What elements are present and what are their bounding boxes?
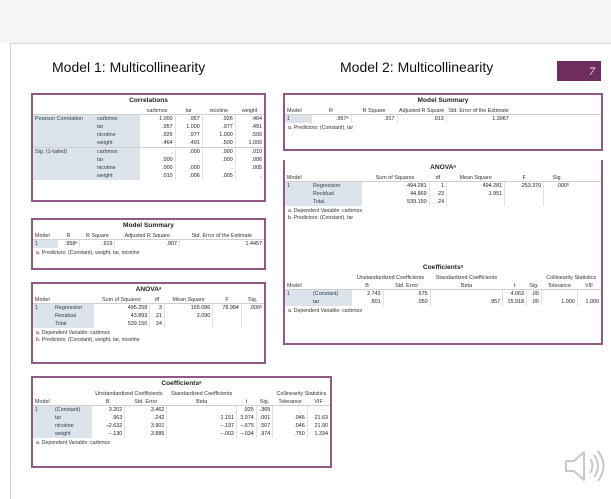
table-row: [285, 198, 601, 206]
cell: .006: [235, 156, 264, 164]
table-row: [33, 422, 330, 430]
group-label: Sig. (1-tailed): [33, 147, 95, 156]
col-header: t: [236, 397, 256, 405]
top-band: [0, 0, 611, 43]
cell: 495.258: [93, 303, 150, 312]
cell: .963: [91, 414, 125, 422]
table-row: [33, 164, 264, 172]
spacer-cell: [571, 181, 601, 190]
page-number: 7: [557, 61, 601, 81]
cell: (Constant): [311, 289, 351, 298]
col-header: Std. Error of the Estimate: [179, 231, 264, 239]
m1-summary-table: [33, 231, 264, 248]
cell: [213, 312, 242, 320]
row-label: tar: [95, 123, 139, 131]
cell: .242: [125, 414, 167, 422]
table-row: [33, 172, 264, 180]
cell: 1.3967: [446, 114, 511, 123]
cell: 3: [150, 303, 165, 312]
col-header: Sig.: [241, 295, 264, 303]
table-row: [33, 239, 264, 248]
m2-coef-panel: [283, 252, 603, 345]
cell: Residual: [311, 190, 361, 198]
cell: 1: [33, 239, 57, 248]
cell: 494.281: [447, 181, 505, 190]
table-row: [33, 303, 264, 312]
m1-anova-title: ANOVAᵃ: [135, 286, 162, 293]
cell: .957: [175, 114, 202, 123]
cell: 1: [33, 303, 53, 312]
cell: 1.000: [175, 123, 202, 131]
row-label: tar: [95, 156, 139, 164]
col-header: Tolerance: [541, 281, 577, 289]
col-header: Mean Square: [447, 173, 505, 181]
group-label: [33, 164, 95, 172]
cell: .365: [256, 405, 272, 414]
correlations-title: Correlations: [129, 97, 168, 104]
table-row: [33, 156, 264, 164]
cell: .977: [175, 131, 202, 139]
cell: .: [175, 156, 202, 164]
col-header: VIF: [577, 281, 601, 289]
cell: weight: [53, 430, 91, 438]
table-note: b. Predictors: (Constant), tar: [288, 214, 354, 221]
cell: .500: [202, 139, 235, 148]
cell: Regression: [311, 181, 361, 190]
cell: [285, 190, 311, 198]
group-label: [33, 139, 95, 148]
cell: .977: [202, 123, 235, 131]
cell: .917: [351, 114, 397, 123]
col-header: Model: [285, 281, 311, 289]
cell: .957: [430, 298, 503, 306]
group-header: Standardized Coefficients: [435, 275, 498, 281]
cell: tar: [311, 298, 351, 306]
group-label: [33, 156, 95, 164]
m2-anova-title: ANOVAᵃ: [430, 164, 456, 171]
table-row: [33, 139, 264, 148]
cell: Total: [53, 320, 93, 328]
cell: [33, 422, 53, 430]
cell: −2.632: [91, 422, 125, 430]
cell: 1.4457: [179, 239, 264, 248]
cell: 1.151: [167, 414, 237, 422]
group-label: [33, 172, 95, 180]
cell: 15.918: [503, 298, 527, 306]
cell: .926: [139, 131, 175, 139]
col-header: Sig.: [256, 397, 272, 405]
cell: 3.901: [125, 422, 167, 430]
cell: (Constant): [53, 405, 91, 414]
cell: .491: [235, 123, 264, 131]
cell: 1.000: [577, 298, 601, 306]
table-note: a. Dependent Variable: carbmox: [36, 329, 111, 336]
col-header: Sum of Squares: [361, 173, 429, 181]
col-header: Std. Error: [383, 281, 430, 289]
cell: .: [235, 172, 264, 180]
speaker-icon[interactable]: [560, 446, 610, 486]
col-header: Sig.: [544, 173, 571, 181]
table-row: [33, 131, 264, 139]
model2-title: Model 2: Multicollinearity: [340, 59, 494, 75]
m1-coef-table: [33, 389, 330, 438]
cell: Regression: [53, 303, 93, 312]
group-header: Collinearity Statistics: [546, 275, 597, 281]
cell: 1.334: [307, 430, 330, 438]
table-row: [33, 147, 264, 156]
group-header: Collinearity Statistics: [276, 391, 327, 397]
cell: .750: [273, 430, 307, 438]
col-header: R Square: [351, 106, 397, 114]
cell: .010: [235, 147, 264, 156]
cell: [213, 320, 242, 328]
cell: .507: [256, 422, 272, 430]
col-header: Beta: [430, 281, 503, 289]
m2-summary-title: Model Summary: [417, 97, 469, 104]
cell: [285, 198, 311, 206]
row-label: weight: [95, 139, 139, 148]
cell: .050: [383, 298, 430, 306]
col-header: F: [213, 295, 242, 303]
col-header: Tolerance: [273, 397, 307, 405]
cell: 21.90: [307, 422, 330, 430]
cell: .464: [235, 114, 264, 123]
cell: [544, 190, 571, 198]
col-header: Model: [33, 397, 53, 405]
m2-anova-panel: [283, 160, 603, 252]
cell: −.130: [91, 430, 125, 438]
col-header: Model: [33, 231, 57, 239]
cell: .000: [202, 147, 235, 156]
col-header: Mean Square: [164, 295, 212, 303]
m1-coef-panel: [31, 376, 332, 468]
row-label: carbmox: [95, 147, 139, 156]
cell: .675: [383, 289, 430, 298]
table-row: [33, 123, 264, 131]
cell: .: [139, 147, 175, 156]
cell: .046: [273, 414, 307, 422]
table-note: b. Predictors: (Constant), weight, tar, nicotine: [36, 336, 140, 343]
correlations-table: [33, 106, 264, 180]
m2-summary-table: [285, 106, 601, 123]
cell: [33, 430, 53, 438]
col-header: Model: [285, 106, 311, 114]
cell: 43.893: [93, 312, 150, 320]
cell: .491: [175, 139, 202, 148]
col-header: weight: [235, 106, 264, 114]
table-row: [285, 298, 601, 306]
group-label: [33, 123, 95, 131]
cell: [505, 198, 544, 206]
cell: 24: [429, 198, 447, 206]
table-note: a. Predictors: (Constant), weight, tar, nicotine: [36, 249, 140, 256]
cell: .005: [235, 164, 264, 172]
m2-summary-panel: [283, 93, 603, 151]
cell: 165.086: [164, 303, 212, 312]
cell: .: [202, 164, 235, 172]
spacer-cell: [571, 190, 601, 198]
cell: 21.63: [307, 414, 330, 422]
m1-coef-title: Coefficientsᵃ: [161, 380, 202, 387]
cell: .000: [139, 164, 175, 172]
cell: .958ᵃ: [57, 239, 80, 248]
cell: [541, 289, 577, 298]
col-header: F: [505, 173, 544, 181]
cell: .801: [351, 298, 383, 306]
cell: 1.000: [235, 139, 264, 148]
cell: 23: [429, 190, 447, 198]
col-header: df: [150, 295, 165, 303]
cell: [241, 320, 264, 328]
cell: 1.000: [541, 298, 577, 306]
col-header: VIF: [307, 397, 330, 405]
m2-coef-table: [285, 273, 601, 306]
cell: 3.202: [91, 405, 125, 414]
cell: 1.000: [202, 131, 235, 139]
cell: 539.150: [361, 198, 429, 206]
cell: 44.869: [361, 190, 429, 198]
cell: .010: [139, 172, 175, 180]
cell: Total: [311, 198, 361, 206]
correlations-panel: [31, 93, 266, 202]
col-header: R: [57, 231, 80, 239]
cell: 253.370: [505, 181, 544, 190]
group-label: [33, 131, 95, 139]
cell: 1: [429, 181, 447, 190]
cell: 1.951: [447, 190, 505, 198]
cell: .000: [202, 156, 235, 164]
cell: 21: [150, 312, 165, 320]
cell: 78.984: [213, 303, 242, 312]
table-row: [33, 405, 330, 414]
cell: −.197: [167, 422, 237, 430]
cell: .913: [397, 114, 446, 123]
cell: 4.063: [503, 289, 527, 298]
cell: 1: [285, 289, 311, 298]
cell: 1: [285, 181, 311, 190]
m1-anova-panel: [31, 282, 266, 364]
row-label: nicotine: [95, 164, 139, 172]
table-row: [285, 289, 601, 298]
row-label: carbmox: [95, 114, 139, 123]
cell: .926: [202, 114, 235, 123]
row-label: nicotine: [95, 131, 139, 139]
cell: [33, 414, 53, 422]
m1-summary-title: Model Summary: [123, 222, 174, 229]
col-header: t: [503, 281, 527, 289]
cell: [544, 198, 571, 206]
cell: .006: [175, 172, 202, 180]
col-header: carbmox: [139, 106, 175, 114]
cell: .001: [256, 414, 272, 422]
table-row: [285, 190, 601, 198]
cell: −.675: [236, 422, 256, 430]
cell: .046: [273, 422, 307, 430]
cell: .907: [115, 239, 179, 248]
table-row: [33, 320, 264, 328]
cell: .957: [139, 123, 175, 131]
cell: .974: [256, 430, 272, 438]
spacer-cell: [571, 198, 601, 206]
col-header: Adjusted R Square: [115, 231, 179, 239]
table-note: a. Dependent Variable: carbmox: [288, 207, 363, 214]
cell: 2.090: [164, 312, 212, 320]
cell: nicotine: [53, 422, 91, 430]
group-header: Unstandardized Coefficients: [95, 391, 163, 397]
col-header: R: [311, 106, 351, 114]
col-header: Model: [285, 173, 311, 181]
table-row: [285, 114, 601, 123]
m2-anova-table: [285, 173, 601, 206]
cell: 24: [150, 320, 165, 328]
cell: .919: [80, 239, 115, 248]
cell: [241, 312, 264, 320]
cell: .500: [235, 131, 264, 139]
cell: 2.743: [351, 289, 383, 298]
col-header: tar: [175, 106, 202, 114]
cell: −.002: [167, 430, 237, 438]
cell: .925: [236, 405, 256, 414]
cell: 494.281: [361, 181, 429, 190]
cell: [505, 190, 544, 198]
cell: [33, 312, 53, 320]
col-header: Model: [33, 295, 53, 303]
table-row: [33, 414, 330, 422]
m1-anova-table: [33, 295, 264, 328]
table-note: a. Dependent Variable: carbmox: [288, 307, 363, 314]
cell: 539.150: [93, 320, 150, 328]
cell: 3.974: [236, 414, 256, 422]
cell: .00: [527, 298, 542, 306]
cell: 1: [33, 405, 53, 414]
cell: [307, 405, 330, 414]
col-header: B: [351, 281, 383, 289]
cell: .00: [527, 289, 542, 298]
cell: [430, 289, 503, 298]
cell: 3.462: [125, 405, 167, 414]
cell: .000: [139, 156, 175, 164]
cell: [33, 320, 53, 328]
col-header: Sum of Squares: [93, 295, 150, 303]
group-label: Pearson Correlation: [33, 114, 95, 123]
col-header: nicotine: [202, 106, 235, 114]
cell: 1: [285, 114, 311, 123]
cell: .957ᵃ: [311, 114, 351, 123]
cell: .000ᵇ: [241, 303, 264, 312]
cell: 1.000: [139, 114, 175, 123]
group-header: Standardized Coefficients: [171, 391, 233, 397]
cell: −.034: [236, 430, 256, 438]
table-row: [285, 181, 601, 190]
col-header: Sig.: [527, 281, 542, 289]
cell: .464: [139, 139, 175, 148]
table-note: a. Dependent Variable: carbmox: [36, 439, 111, 446]
m1-summary-panel: [31, 218, 266, 270]
col-header: df: [429, 173, 447, 181]
cell: [285, 298, 311, 306]
cell: .000ᵇ: [544, 181, 571, 190]
cell: .000: [175, 164, 202, 172]
cell: Residual: [53, 312, 93, 320]
col-header: Std. Error: [125, 397, 167, 405]
row-label: weight: [95, 172, 139, 180]
table-row: [33, 312, 264, 320]
table-note: a. Predictors: (Constant), tar: [288, 124, 354, 131]
cell: [164, 320, 212, 328]
m2-coef-title: Coefficientsᵃ: [422, 264, 464, 271]
col-header: Adjusted R Square: [399, 107, 445, 114]
col-header: Beta: [167, 397, 237, 405]
table-row: [33, 430, 330, 438]
cell: [273, 405, 307, 414]
cell: .005: [202, 172, 235, 180]
cell: tar: [53, 414, 91, 422]
col-header: B: [91, 397, 125, 405]
cell: [167, 405, 237, 414]
table-row: [33, 114, 264, 123]
col-header: Std. Error of the Estimate: [448, 107, 509, 114]
group-header: Unstandardized Coefficients: [356, 275, 425, 281]
col-header: R Square: [80, 231, 115, 239]
cell: .000: [175, 147, 202, 156]
cell: 3.885: [125, 430, 167, 438]
cell: [577, 289, 601, 298]
model1-title: Model 1: Multicollinearity: [52, 59, 206, 75]
cell: [447, 198, 505, 206]
